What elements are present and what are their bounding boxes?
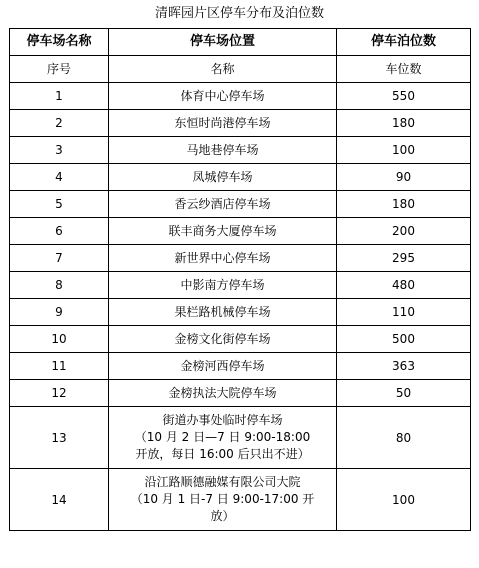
parking-table [9, 28, 471, 531]
subheader-cell-spaces: 车位数 [337, 56, 471, 83]
subheader-row [10, 56, 471, 83]
header-cell-spaces: 停车泊位数 [337, 29, 471, 56]
row-name: 金榜文化街停车场 [109, 326, 337, 353]
table-row [10, 110, 471, 137]
row-name: 东恒时尚港停车场 [109, 110, 337, 137]
row-spaces: 200 [337, 218, 471, 245]
row-name: 凤城停车场 [109, 164, 337, 191]
table-row [10, 272, 471, 299]
subheader-cell-no: 序号 [10, 56, 109, 83]
row-name-line: （10 月 1 日-7 日 9:00-17:00 开 [130, 492, 315, 506]
table-row [10, 83, 471, 110]
row-name: 香云纱酒店停车场 [109, 191, 337, 218]
row-name: 金榜执法大院停车场 [109, 380, 337, 407]
table-title: 清晖园片区停车分布及泊位数 [154, 6, 324, 21]
row-name [109, 407, 337, 469]
row-number: 1 [10, 83, 109, 110]
subheader-cell-name: 名称 [109, 56, 337, 83]
row-name: 体育中心停车场 [109, 83, 337, 110]
row-spaces: 500 [337, 326, 471, 353]
row-number: 11 [10, 353, 109, 380]
row-name: 果栏路机械停车场 [109, 299, 337, 326]
header-cell-location: 停车场位置 [109, 29, 337, 56]
row-spaces: 180 [337, 110, 471, 137]
row-name: 联丰商务大厦停车场 [109, 218, 337, 245]
row-spaces: 550 [337, 83, 471, 110]
table-row [10, 218, 471, 245]
row-number: 10 [10, 326, 109, 353]
row-number: 9 [10, 299, 109, 326]
row-spaces: 110 [337, 299, 471, 326]
header-cell-name: 停车场名称 [10, 29, 109, 56]
row-number: 5 [10, 191, 109, 218]
row-number: 4 [10, 164, 109, 191]
row-number: 2 [10, 110, 109, 137]
row-name-line: 街道办事处临时停车场 [162, 413, 283, 427]
row-spaces: 295 [337, 245, 471, 272]
row-number: 12 [10, 380, 109, 407]
table-row [10, 407, 471, 469]
row-name-line: 放） [210, 509, 235, 523]
row-number: 13 [10, 407, 109, 469]
row-name-line: 沿江路顺德融媒有限公司大院 [144, 475, 301, 489]
row-name-line: （10 月 2 日—7 日 9:00-18:00 [134, 430, 311, 444]
row-spaces: 480 [337, 272, 471, 299]
header-row [10, 29, 471, 56]
row-name: 新世界中心停车场 [109, 245, 337, 272]
row-spaces: 100 [337, 469, 471, 531]
table-row [10, 164, 471, 191]
row-spaces: 80 [337, 407, 471, 469]
row-spaces: 180 [337, 191, 471, 218]
row-number: 14 [10, 469, 109, 531]
table-row [10, 191, 471, 218]
table-row [10, 299, 471, 326]
table-row [10, 353, 471, 380]
row-spaces: 100 [337, 137, 471, 164]
table-row [10, 469, 471, 531]
table-row [10, 380, 471, 407]
row-name: 中影南方停车场 [109, 272, 337, 299]
table-row [10, 245, 471, 272]
row-number: 8 [10, 272, 109, 299]
row-name: 马地巷停车场 [109, 137, 337, 164]
table-row [10, 326, 471, 353]
row-spaces: 90 [337, 164, 471, 191]
row-number: 3 [10, 137, 109, 164]
row-number: 6 [10, 218, 109, 245]
row-name: 金榜河西停车场 [109, 353, 337, 380]
row-spaces: 363 [337, 353, 471, 380]
table-row [10, 137, 471, 164]
row-name-line: 开放，每日 16:00 后只出不进） [135, 447, 310, 461]
row-number: 7 [10, 245, 109, 272]
row-spaces: 50 [337, 380, 471, 407]
row-name [109, 469, 337, 531]
